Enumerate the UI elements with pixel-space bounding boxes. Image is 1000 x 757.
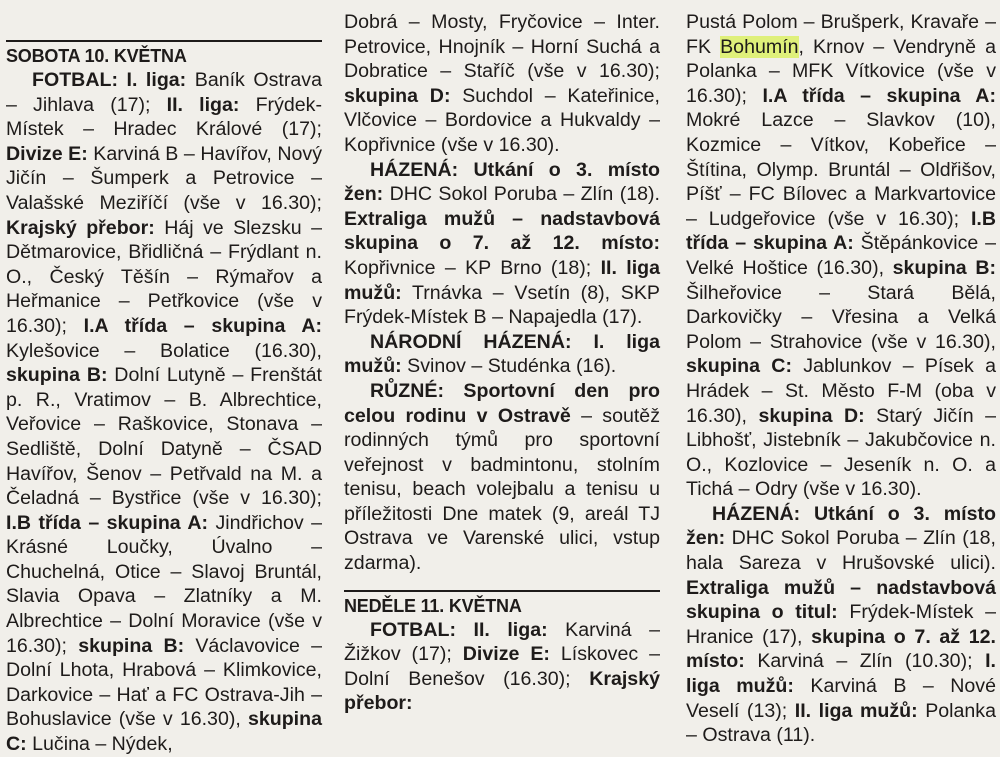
- text-run: [118, 69, 127, 91]
- bold-label: FOTBAL:: [32, 69, 118, 91]
- text-run: Václavovice – Dolní Lhota, Hrabová – Klimkovice, Darkovice – Hať a FC Ostrava-Jih – Bohuslavice (vše v 16.30),: [6, 634, 322, 731]
- bold-label: Utkání o 3. místo žen:: [686, 502, 996, 550]
- bold-label: NÁRODNÍ HÁZENÁ:: [370, 330, 572, 353]
- paragraph: [344, 158, 660, 330]
- bold-label: Divize E:: [462, 643, 550, 666]
- paragraph: [344, 379, 660, 576]
- paragraph: [344, 330, 660, 379]
- paragraph: [6, 68, 322, 757]
- day-heading-saturday: SOBOTA 10. KVĚTNA: [6, 40, 322, 66]
- text-run: Háj ve Slezsku – Dětmarovice, Břidličná – Frýdlant n. O., Český Těšín – Rýmařov a Heřmanice – Petřkovice (vše v 16.30);: [6, 216, 322, 337]
- text-run: DHC Sokol Poruba – Zlín (18, hala Sareza v Hrušovské ulici).: [686, 527, 996, 575]
- column-3: [686, 0, 997, 747]
- paragraph: [344, 10, 660, 158]
- bold-label: Divize E:: [6, 142, 88, 165]
- bold-label: I. liga mužů:: [344, 330, 660, 378]
- text-run: Dobrá – Mosty, Fryčovice – Inter. Petrovice, Hnojník – Horní Suchá a Dobratice – Staříč (vše v 16.30);: [344, 11, 660, 83]
- bold-label: Extraliga mužů – nadstavbová skupina o titul:: [686, 576, 996, 624]
- text-run: Lučina – Nýdek,: [26, 733, 173, 756]
- text-run: Pustá Polom – Brušperk, Kravaře – FK: [686, 11, 996, 58]
- bold-label: I.A třída – skupina A:: [83, 314, 322, 337]
- text-run: Starý Jičín – Libhošť, Jistebník – Jakubčovice n. O., Kozlovice – Jeseník n. O. a Tichá – Odry (vše v 16.30).: [686, 404, 996, 501]
- text-run: Šilheřovice – Stará Bělá, Darkovičky – Vřesina a Velká Polom – Strahovice (vše v 16.30),: [686, 281, 996, 353]
- bold-label: II. liga mužů:: [344, 256, 661, 304]
- bold-label: I. liga:: [126, 69, 187, 91]
- text-run: Kopřivnice – KP Brno (18);: [344, 256, 601, 279]
- bold-label: II. liga:: [166, 93, 240, 116]
- bold-label: Krajský přebor:: [344, 667, 660, 715]
- bold-label: HÁZENÁ:: [712, 502, 801, 525]
- column-1: [6, 0, 323, 756]
- text-run: Svinov – Studénka (16).: [401, 355, 617, 378]
- text-run: Jablunkov – Písek a Hrádek – St. Město F-M (oba v 16.30),: [686, 355, 996, 427]
- text-run: Dolní Lutyně – Frenštát p. R., Vratimov – B. Albrechtice, Veřovice – Raškovice, Stonava – Sedliště, Dolní Datyně – ČSAD Havířov, Šenov – Petřvald na M. a Čeladná – Bystřice (vše v 16.30);: [6, 364, 322, 510]
- text-run: Karviná B – Havířov, Nový Jičín – Šumperk a Petrovice – Valašské Meziříčí (vše v 16.30);: [6, 142, 322, 214]
- bold-label: skupina B:: [892, 256, 996, 279]
- text-run: – soutěž rodinných týmů pro sportovní veřejnost v badmintonu, stolním tenisu, beach volejbalu a tenisu u příležitosti Dne matek (9, areál TJ Ostrava ve Varenské ulici, vstup zdarma).: [344, 404, 661, 575]
- text-run: [456, 619, 474, 641]
- text-run: Frýdek-Místek – Hranice (17),: [686, 601, 996, 648]
- text-run: Baník Ostrava – Jihlava (17);: [6, 69, 322, 116]
- text-run: Suchdol – Kateřinice, Vlčovice – Bordovice a Hukvaldy – Kopřivnice (vše v 16.30).: [344, 84, 660, 156]
- bold-label: RŮZNÉ:: [370, 379, 445, 402]
- text-run: Karviná – Žižkov (17);: [344, 618, 660, 666]
- bold-label: I.B třída – skupina A:: [6, 511, 209, 534]
- text-run: Frýdek-Místek – Hradec Králové (17);: [6, 93, 323, 141]
- text-run: Jindřichov – Krásné Loučky, Úvalno – Chuchelná, Otice – Slavoj Bruntál, Slavia Opava – Zlatníky a M. Albrechtice – Dolní Moravice (vše v 16.30);: [6, 511, 322, 657]
- day-heading-sunday: NEDĚLE 11. KVĚTNA: [344, 590, 660, 616]
- highlighted-text: Bohumín: [720, 35, 799, 58]
- text-run: DHC Sokol Poruba – Zlín (18).: [383, 183, 660, 206]
- bold-label: skupina B:: [6, 364, 108, 387]
- bold-label: Utkání o 3. místo žen:: [344, 158, 660, 206]
- bold-label: skupina D:: [758, 404, 865, 427]
- bold-label: Sportovní den pro celou rodinu v Ostravě: [344, 379, 660, 427]
- text-run: [800, 503, 814, 525]
- text-run: Lískovec – Dolní Benešov (16.30);: [344, 643, 660, 690]
- bold-label: Extraliga mužů – nadstavbová skupina o 7. až 12. místo:: [344, 207, 660, 255]
- bold-label: skupina D:: [344, 84, 451, 107]
- text-run: Trnávka – Vsetín (8), SKP Frýdek-Místek B – Napajedla (17).: [344, 281, 660, 329]
- bold-label: Krajský přebor:: [6, 216, 155, 239]
- paragraph: [686, 502, 996, 748]
- text-run: , Krnov – Vendryně a Polanka – MFK Vítkovice (vše v 16.30);: [686, 35, 997, 107]
- text-run: Polanka – Ostrava (11).: [686, 699, 996, 747]
- text-run: Karviná B – Nové Veselí (13);: [686, 675, 996, 722]
- bold-label: skupina B:: [78, 634, 185, 657]
- text-run: Štěpánkovice – Velké Hoštice (16.30),: [686, 232, 996, 279]
- paragraph: [686, 10, 996, 502]
- bold-label: II. liga mužů:: [794, 699, 918, 722]
- bold-label: I. liga mužů:: [686, 650, 996, 698]
- text-run: Mokré Lazce – Slavkov (10), Kozmice – Vítkov, Kobeřice – Štítina, Olymp. Bruntál – Oldřišov, Píšť – FC Bílovec a Markvartovice – Ludgeřovice (vše v 16.30);: [686, 109, 996, 230]
- bold-label: II. liga:: [473, 618, 548, 641]
- bold-label: skupina C:: [6, 708, 322, 756]
- bold-label: skupina o 7. až 12. místo:: [686, 625, 996, 673]
- paragraph: [344, 618, 660, 716]
- text-run: Karviná – Zlín (10.30);: [744, 650, 986, 673]
- column-2: [344, 0, 661, 715]
- bold-label: skupina C:: [686, 355, 792, 378]
- bold-label: FOTBAL:: [370, 618, 456, 641]
- bold-label: I.A třída – skupina A:: [762, 84, 996, 107]
- bold-label: HÁZENÁ:: [370, 158, 459, 181]
- text-run: [444, 380, 463, 402]
- text-run: [572, 331, 594, 353]
- bold-label: I.B třída – skupina A:: [686, 207, 996, 255]
- text-run: [458, 159, 473, 181]
- text-run: Kylešovice – Bolatice (16.30),: [6, 339, 322, 362]
